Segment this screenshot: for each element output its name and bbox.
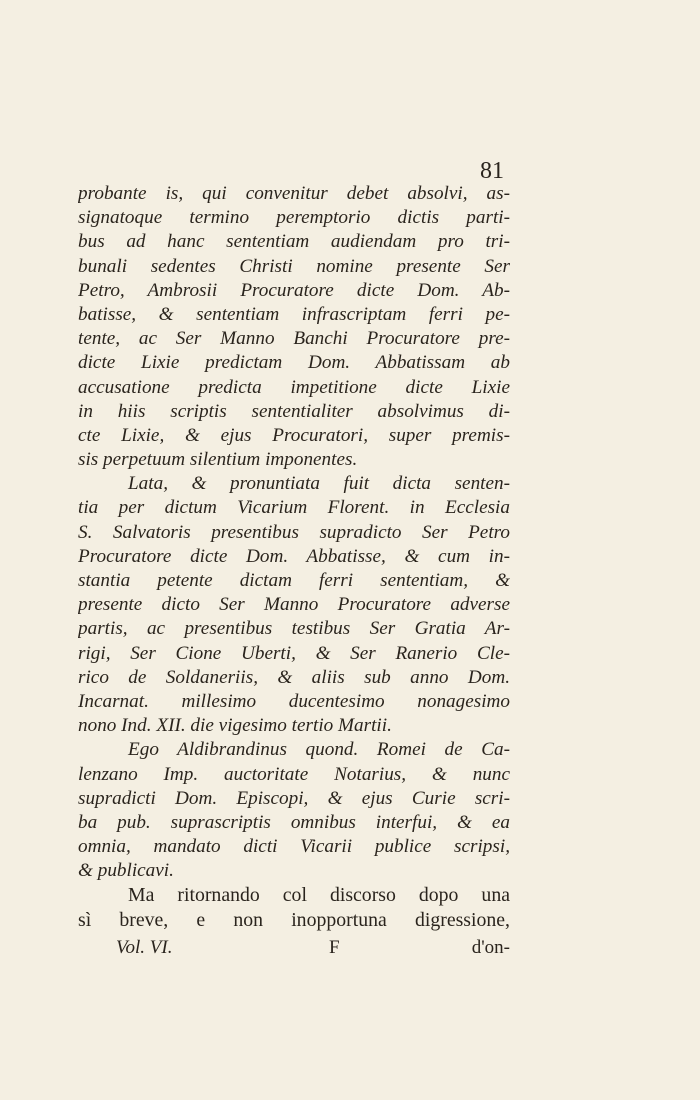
text-line: sì breve, e non inopportuna digressione, bbox=[78, 908, 510, 931]
text-line: ba pub. suprascriptis omnibus interfui, & ea bbox=[78, 811, 510, 833]
text-line: tente, ac Ser Manno Banchi Procuratore pre- bbox=[78, 328, 510, 350]
text-line: Ego Aldibrandinus quond. Romei de Ca- bbox=[128, 739, 510, 761]
text-line: rigi, Ser Cione Uberti, & Ser Ranerio Cle- bbox=[78, 642, 510, 664]
text-line: stantia petente dictam ferri sententiam, & bbox=[78, 570, 510, 591]
text-line: presente dicto Ser Manno Procuratore adverse bbox=[78, 594, 510, 616]
text-line: sis perpetuum silentium imponentes. bbox=[78, 449, 358, 471]
body-text bbox=[78, 182, 510, 932]
text-line: cte Lixie, & ejus Procuratori, super premis- bbox=[78, 424, 510, 446]
text-line: Incarnat. millesimo ducentesimo nonagesimo bbox=[78, 690, 510, 712]
text-line: probante is, qui convenitur debet absolvi, as- bbox=[78, 183, 510, 204]
text-line: batisse, & sententiam infrascriptam ferri pe- bbox=[78, 303, 510, 325]
catchword: d'on- bbox=[471, 937, 510, 958]
text-line: bus ad hanc sententiam audiendam pro tri- bbox=[78, 231, 510, 253]
text-line: Procuratore dicte Dom. Abbatisse, & cum in- bbox=[78, 545, 510, 567]
text-line: rico de Soldaneriis, & aliis sub anno Dom. bbox=[78, 666, 510, 688]
text-line: omnia, mandato dicti Vicarii publice scripsi, bbox=[78, 836, 510, 858]
text-line: S. Salvatoris presentibus supradicto Ser Petro bbox=[78, 521, 510, 543]
page-footer bbox=[116, 937, 510, 963]
text-line: Lata, & pronuntiata fuit dicta senten- bbox=[128, 473, 510, 495]
text-line: Petro, Ambrosii Procuratore dicte Dom. Ab- bbox=[78, 279, 510, 301]
text-line: lenzano Imp. auctoritate Notarius, & nunc bbox=[78, 763, 510, 785]
text-line: partis, ac presentibus testibus Ser Gratia Ar- bbox=[78, 618, 510, 640]
text-line: tia per dictum Vicarium Florent. in Ecclesia bbox=[78, 497, 510, 519]
text-line: signatoque termino peremptorio dictis parti- bbox=[78, 207, 510, 229]
text-line: Ma ritornando col discorso dopo una bbox=[128, 884, 510, 907]
signature-mark: F bbox=[329, 937, 340, 958]
text-line: accusatione predicta impetitione dicte Lixie bbox=[78, 376, 510, 398]
text-line: bunali sedentes Christi nomine presente Ser bbox=[78, 255, 510, 277]
text-line: supradicti Dom. Episcopi, & ejus Curie scri- bbox=[78, 787, 510, 809]
text-line: in hiis scriptis sententialiter absolvimus di- bbox=[78, 400, 510, 422]
volume-label: Vol. VI. bbox=[116, 937, 173, 958]
page-number: 81 bbox=[480, 158, 504, 184]
text-line: nono Ind. XII. die vigesimo tertio Martii. bbox=[78, 715, 392, 737]
text-line: & publicavi. bbox=[78, 860, 174, 882]
text-line: dicte Lixie predictam Dom. Abbatissam ab bbox=[78, 352, 510, 374]
